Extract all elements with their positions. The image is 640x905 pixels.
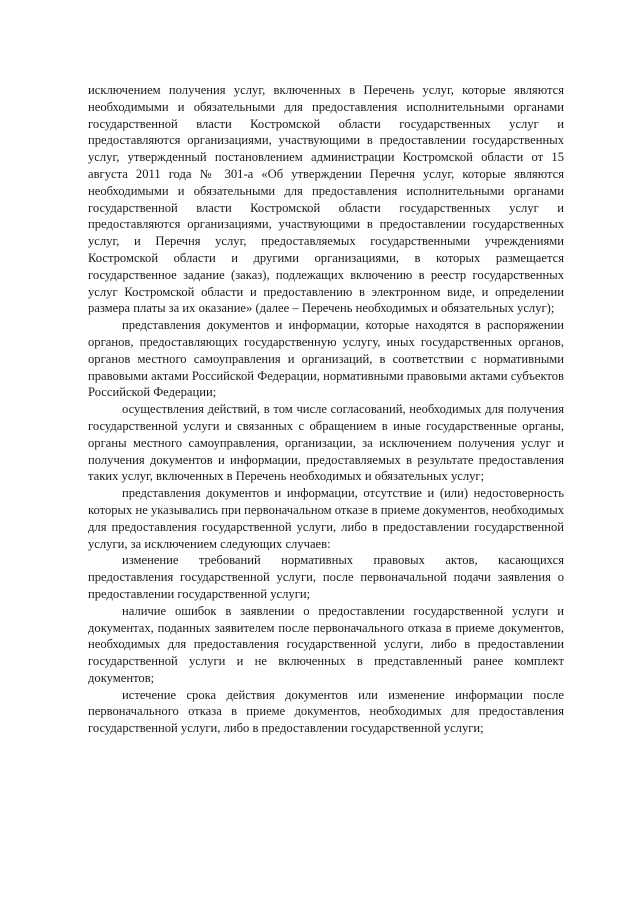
paragraph-case-requirements-change: изменение требований нормативных правовых актов, касающихся предоставления государственной услуги, после первоначальной подачи заявления о предоставлении государственной услуги; (88, 553, 564, 601)
paragraph-continuation: исключением получения услуг, включенных в Перечень услуг, которые являются необходимыми и обязательными для предоставления исполнительными органами государственной власти Костромской области государственных услуг и предоставляются организациями, участвующими в предоставлении государственных услуг, утвержденный постановлением администрации Костромской области от 15 августа 2011 года № 301-а «Об утверждении Перечня услуг, которые являются необходимыми и обязательными для предоставления исполнительными органами государственной власти Костромской области государственных услуг и предоставляются организациями, участвующими в предоставлении государственных услуг, и Перечня услуг, предоставляемых государственными учреждениями Костромской области и другими организациями, в которых размещается государственное задание (заказ), подлежащих включению в реестр государственных услуг Костромской области и предоставлению в электронном виде, и определении размера платы за их оказание» (далее – Перечень необходимых и обязательных услуг); (88, 83, 564, 316)
paragraph-case-expiry: истечение срока действия документов или изменение информации после первоначального отказа в приеме документов, необходимых для предоставления государственной услуги, либо в предоставлении государственной услуги; (88, 687, 564, 736)
paragraph-actions-approvals: осуществления действий, в том числе согласований, необходимых для получения государственной услуги и связанных с обращением в иные государственные органы, органы местного самоуправления, организации, за исключением получения услуг и получения документов и информации, предоставляемых в результате предоставления таких услуг, включенных в Перечень необходимых и обязательных услуг; (88, 402, 564, 484)
document-page (88, 82, 564, 737)
paragraph-case-errors: наличие ошибок в заявлении о предоставлении государственной услуги и документах, поданных заявителем после первоначального отказа в приеме документов, необходимых для предоставления государственной услуги, либо в предоставлении государственной услуги и не включенных в представленный ранее комплект документов; (88, 603, 564, 685)
paragraph-documents-information: представления документов и информации, которые находятся в распоряжении органов, предоставляющих государственную услугу, иных государственных органов, органов местного самоуправления и организаций, в соответствии с нормативными правовыми актами Российской Федерации, нормативными правовыми актами субъектов Российской Федерации; (88, 318, 564, 400)
paragraph-missing-documents: представления документов и информации, отсутствие и (или) недостоверность которых не указывались при первоначальном отказе в приеме документов, необходимых для предоставления государственной услуги, либо в предоставлении государственной услуги, за исключением следующих случаев: (88, 486, 564, 551)
